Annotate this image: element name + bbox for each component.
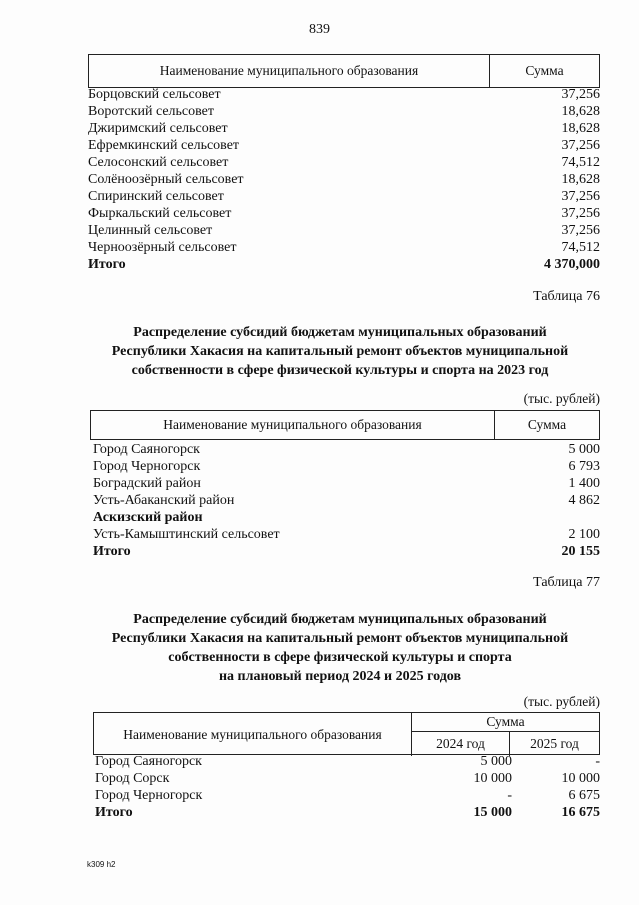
row-name: Город Черногорск [95, 788, 203, 803]
table-row [93, 526, 600, 543]
total-row [88, 256, 600, 273]
row-value: 37,256 [561, 206, 600, 221]
table77-title [40, 610, 639, 686]
row-name: Целинный сельсовет [88, 223, 213, 238]
table75-body [88, 86, 600, 273]
table-row [88, 103, 600, 120]
footer-code: k309 h2 [87, 860, 116, 869]
table76-header-name: Наименование муниципального образования [91, 411, 495, 439]
row-value: 37,256 [561, 138, 600, 153]
table-row [88, 86, 600, 103]
row-name: Ефремкинский сельсовет [88, 138, 240, 153]
row-name: Город Сорск [95, 771, 170, 786]
total-label: Итого [88, 257, 126, 272]
total-value-2024: 15 000 [473, 805, 512, 820]
table76-body [93, 441, 600, 560]
table-row [88, 239, 600, 256]
row-value: 37,256 [561, 87, 600, 102]
table-row [95, 770, 600, 787]
group-row [93, 509, 600, 526]
table-row [88, 154, 600, 171]
table-row [93, 458, 600, 475]
row-value-2024: 10 000 [473, 771, 512, 786]
row-value: 74,512 [561, 155, 600, 170]
row-value: 37,256 [561, 189, 600, 204]
table77-unit: (тыс. рублей) [523, 694, 600, 709]
row-value: 74,512 [561, 240, 600, 255]
row-value: 5 000 [568, 442, 600, 457]
row-name: Воротский сельсовет [88, 104, 214, 119]
row-name: Черноозёрный сельсовет [88, 240, 237, 255]
row-name: Джиримский сельсовет [88, 121, 228, 136]
table-row [88, 205, 600, 222]
table-row [93, 475, 600, 492]
title-line: Распределение субсидий бюджетам муниципальных образований [133, 612, 547, 627]
row-name: Усть-Абаканский район [93, 493, 235, 508]
row-value: 2 100 [568, 527, 600, 542]
table75-header-name: Наименование муниципального образования [89, 55, 490, 87]
row-name: Усть-Камыштинский сельсовет [93, 527, 280, 542]
row-name: Фыркальский сельсовет [88, 206, 232, 221]
table75-header-sum: Сумма [525, 63, 564, 78]
title-line: Распределение субсидий бюджетам муниципальных образований [133, 325, 547, 340]
row-value: 18,628 [561, 121, 600, 136]
table76-label: Таблица 76 [533, 289, 600, 304]
row-name: Город Саяногорск [95, 754, 202, 769]
total-label: Итого [95, 805, 133, 820]
row-value-2024: 5 000 [480, 754, 512, 769]
row-name: Боградский район [93, 476, 201, 491]
table-row [95, 787, 600, 804]
row-value: 18,628 [561, 172, 600, 187]
row-value-2024: - [507, 788, 512, 803]
total-row [95, 804, 600, 821]
row-name: Селосонский сельсовет [88, 155, 229, 170]
row-value: 37,256 [561, 223, 600, 238]
title-line: Республики Хакасия на капитальный ремонт объектов муниципальной [111, 344, 569, 359]
title-line: собственности в сфере физической культуры и спорта [168, 650, 512, 665]
table-row [95, 753, 600, 770]
total-label: Итого [93, 544, 131, 559]
row-name: Спиринский сельсовет [88, 189, 224, 204]
total-row [93, 543, 600, 560]
table76-header [90, 410, 600, 440]
table77-header-sum: Сумма [412, 713, 599, 732]
table77-header-2025: 2025 год [530, 736, 579, 751]
row-name: Город Саяногорск [93, 442, 200, 457]
table-row [88, 137, 600, 154]
table-row [88, 188, 600, 205]
row-value-2025: 10 000 [561, 771, 600, 786]
total-value-2025: 16 675 [561, 805, 600, 820]
table77-header [93, 712, 600, 755]
table77-body [95, 753, 600, 821]
table-row [88, 120, 600, 137]
row-value: 4 862 [568, 493, 600, 508]
table76-header-sum: Сумма [527, 417, 567, 432]
table77-label: Таблица 77 [533, 575, 600, 590]
table77-header-name: Наименование муниципального образования [94, 713, 412, 756]
page-number: 839 [309, 22, 330, 37]
total-value: 20 155 [561, 544, 600, 559]
table-row [93, 492, 600, 509]
table-row [93, 441, 600, 458]
table76-unit: (тыс. рублей) [523, 391, 600, 406]
row-value-2025: 6 675 [568, 788, 600, 803]
table76-title [40, 323, 639, 380]
table-row [88, 222, 600, 239]
row-name: Город Черногорск [93, 459, 201, 474]
table77-header-2024: 2024 год [412, 732, 510, 756]
title-line: собственности в сфере физической культуры и спорта на 2023 год [131, 363, 549, 378]
row-value: 6 793 [568, 459, 600, 474]
row-name: Борцовский сельсовет [88, 87, 221, 102]
table-row [88, 171, 600, 188]
row-value-2025: - [595, 754, 600, 769]
title-line: Республики Хакасия на капитальный ремонт объектов муниципальной [111, 631, 569, 646]
row-value: 1 400 [568, 476, 600, 491]
total-value: 4 370,000 [544, 257, 600, 272]
row-value: 18,628 [561, 104, 600, 119]
table75-header [88, 54, 600, 88]
group-label: Аскизский район [93, 510, 203, 525]
row-name: Солёноозёрный сельсовет [88, 172, 244, 187]
title-line: на плановый период 2024 и 2025 годов [218, 669, 462, 684]
